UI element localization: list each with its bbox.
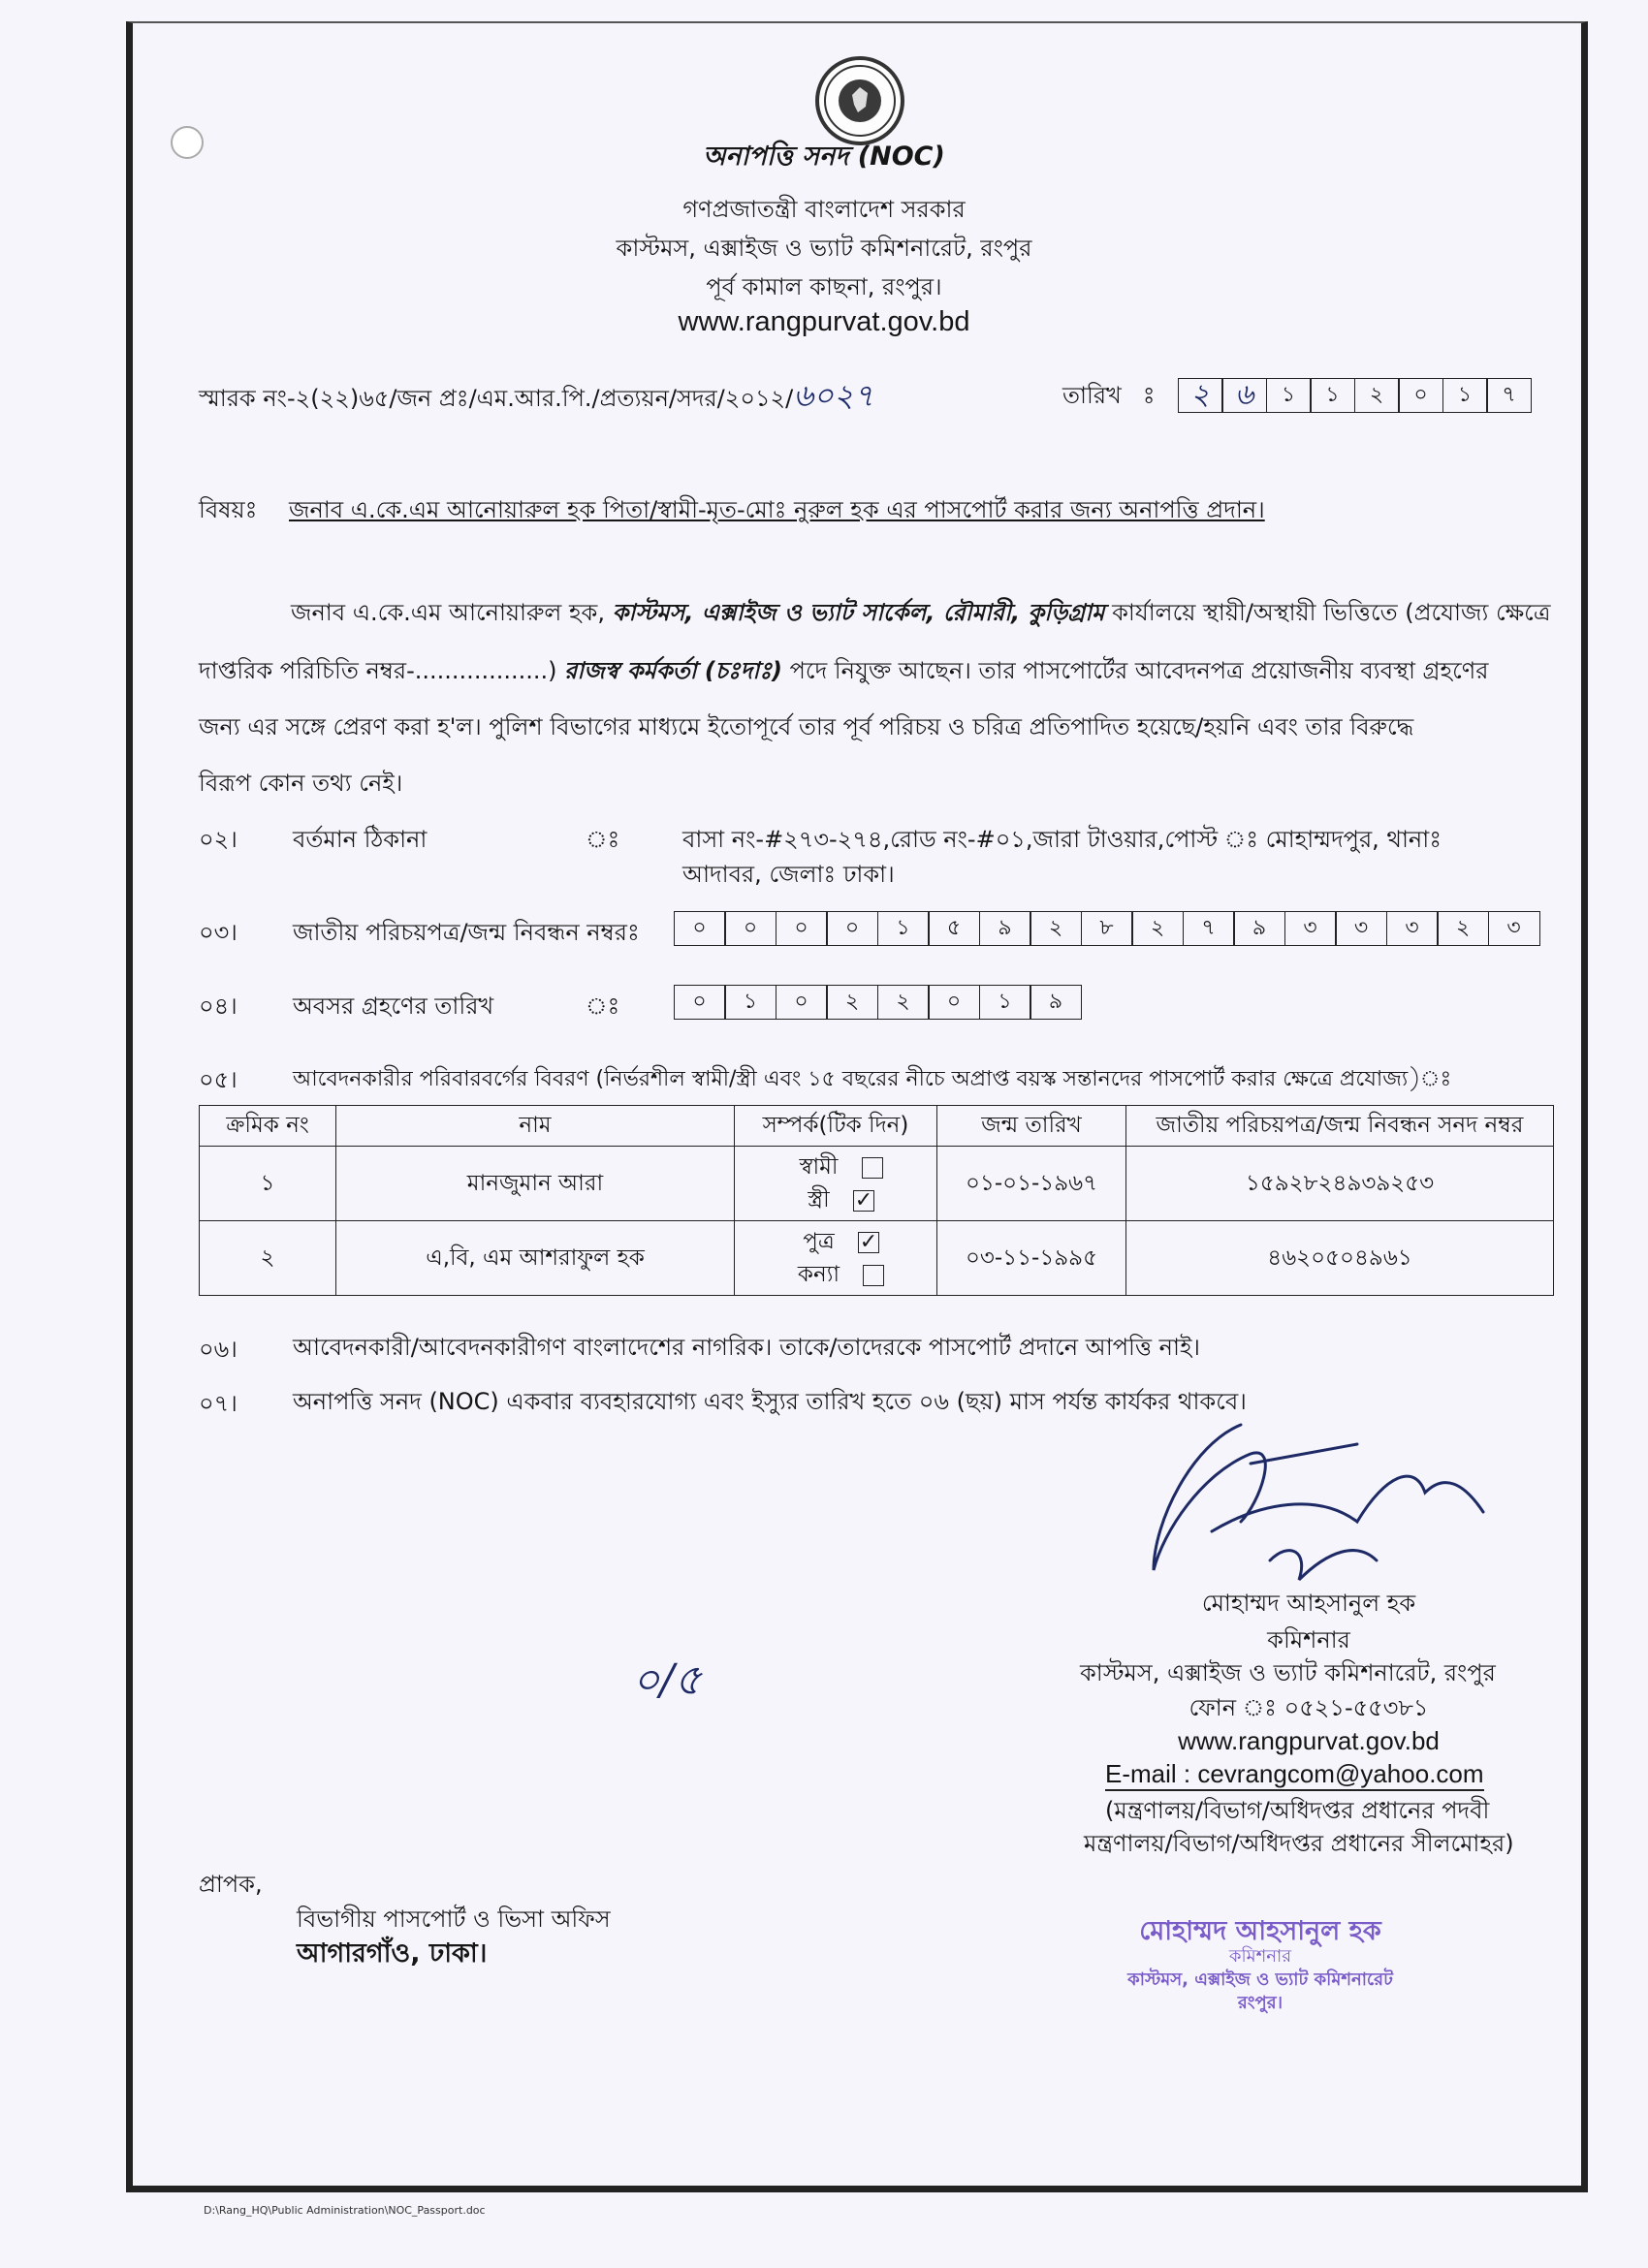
nid-digit-box: ০: [826, 911, 878, 946]
row-relation: [735, 1221, 937, 1296]
item-02-address-line-1: বাসা নং-#২৭৩-২৭৪,রোড নং-#০১,জারা টাওয়ার,পোস্ট ঃ মোহাম্মদপুর, থানাঃ: [682, 826, 1442, 853]
col-serial: ক্রমিক নং: [200, 1106, 336, 1147]
memo-number: [199, 377, 874, 414]
subject-text: জনাব এ.কে.এম আনোয়ারুল হক পিতা/স্বামী-মৃত-মোঃ নুরুল হক এর পাসপোর্ট করার জন্য অনাপত্তি প্রদান।: [289, 496, 1265, 523]
seal-office: কাস্টমস, এক্সাইজ ও ভ্যাট কমিশনারেট: [1127, 1969, 1393, 1990]
seal-designation: কমিশনার: [1228, 1946, 1292, 1967]
header-line-3: পূর্ব কামাল কাছনা, রংপুর।: [706, 273, 942, 300]
memo-handwritten-number: ৬০২৭: [793, 377, 874, 414]
date-digit-box: ২: [1178, 378, 1223, 413]
signatory-email: E-mail : cevrangcom@yahoo.com: [1105, 1758, 1484, 1791]
retirement-digit-box: ২: [877, 985, 930, 1020]
family-table: [199, 1105, 1554, 1296]
nid-digit-box: ৩: [1284, 911, 1337, 946]
row-serial: ২: [200, 1221, 336, 1296]
date-digit-box: ১: [1442, 378, 1488, 413]
signatory-note-1: (মন্ত্রণালয়/বিভাগ/অধিদপ্তর প্রধানের পদবী: [1105, 1797, 1490, 1824]
body-line-2: দাপ্তরিক পরিচিতি নম্বর-..................) রাজস্ব কর্মকর্তা (চঃদাঃ) পদে নিযুক্ত আছেন। তার পাসপোর্টের আবেদনপত্র প্রয়োজনীয় ব্যবস্থা গ্রহণের: [199, 657, 1489, 684]
col-id: জাতীয় পরিচয়পত্র/জন্ম নিবন্ধন সনদ নম্বর: [1126, 1106, 1554, 1147]
relation-option-label: স্বামী: [799, 1154, 839, 1180]
date-digit-box: ০: [1398, 378, 1443, 413]
date-digit-box: ১: [1310, 378, 1355, 413]
document-title: অনাপত্তি সনদ (NOC): [703, 142, 945, 172]
row-serial: ১: [200, 1147, 336, 1221]
retirement-digit-box: ২: [826, 985, 878, 1020]
item-04-colon: ঃ: [586, 992, 620, 1020]
nid-digit-box: ৮: [1081, 911, 1133, 946]
government-emblem-icon: [815, 56, 904, 145]
retirement-digit-box: ০: [928, 985, 980, 1020]
retirement-digit-box: ১: [979, 985, 1031, 1020]
header-website: www.rangpurvat.gov.bd: [678, 306, 970, 337]
item-06-text: আবেদনকারী/আবেদনকারীগণ বাংলাদেশের নাগরিক। তাকে/তাদেরকে পাসপোর্ট প্রদানে আপত্তি নাই।: [293, 1334, 1201, 1361]
item-05-label: আবেদনকারীর পরিবারবর্গের বিবরণ (নির্ভরশীল স্বামী/স্ত্রী এবং ১৫ বছরের নীচে অপ্রাপ্ত বয়স্ক সন্তানদের পাসপোর্ট করার ক্ষেত্রে প্রযোজ্য)ঃ: [293, 1067, 1452, 1091]
nid-digit-box: ৩: [1488, 911, 1540, 946]
checkbox-husband[interactable]: [862, 1157, 883, 1179]
nid-digit-box: ৭: [1183, 911, 1235, 946]
signatory-note-2: মন্ত্রণালয়/বিভাগ/অধিদপ্তর প্রধানের সীলমোহর): [1084, 1830, 1514, 1857]
signatory-name: মোহাম্মদ আহসানুল হক: [1201, 1590, 1416, 1617]
item-02-colon: ঃ: [586, 826, 620, 853]
checkbox-daughter[interactable]: [863, 1265, 884, 1286]
header-line-2: কাস্টমস, এক্সাইজ ও ভ্যাট কমিশনারেট, রংপুর: [616, 235, 1032, 262]
signatory-office: কাস্টমস, এক্সাইজ ও ভ্যাট কমিশনারেট, রংপুর: [1080, 1659, 1496, 1686]
body-line-3: জন্য এর সঙ্গে প্রেরণ করা হ'ল। পুলিশ বিভাগের মাধ্যমে ইতোপূর্বে তার পূর্ব পরিচয় ও চরিত্র প্রতিপাদিত হয়েছে/হয়নি এবং তার বিরুদ্ধে: [199, 713, 1414, 740]
nid-digit-box: ৯: [979, 911, 1031, 946]
body-line-1: জনাব এ.কে.এম আনোয়ারুল হক, কাস্টমস, এক্সাইজ ও ভ্যাট সার্কেল, রৌমারী, কুড়িগ্রাম কার্যালয়ে স্থায়ী/অস্থায়ী ভিত্তিতে (প্রযোজ্য ক্ষেত্রে: [291, 599, 1551, 626]
item-07-text: অনাপত্তি সনদ (NOC) একবার ব্যবহারযোগ্য এবং ইস্যুর তারিখ হতে ০৬ (ছয়) মাস পর্যন্ত কার্যকর থাকবে।: [293, 1388, 1247, 1415]
signatory-phone: ফোন ঃ ০৫২১-৫৫৩৮১: [1188, 1694, 1429, 1721]
nid-digit-box: ৯: [1233, 911, 1285, 946]
nid-digit-box: ২: [1437, 911, 1489, 946]
row-dob: ০৩-১১-১৯৯৫: [937, 1221, 1126, 1296]
date-digit-box: ১: [1266, 378, 1312, 413]
item-03-label: জাতীয় পরিচয়পত্র/জন্ম নিবন্ধন নম্বরঃ: [293, 919, 640, 946]
col-dob: জন্ম তারিখ: [937, 1106, 1126, 1147]
seal-place: রংপুর।: [1237, 1993, 1284, 2013]
nid-digit-box: ০: [674, 911, 726, 946]
retirement-digit-box: ০: [674, 985, 726, 1020]
file-path: D:\Rang_HQ\Public Administration\NOC_Passport.doc: [204, 2204, 486, 2217]
header-line-1: গণপ্রজাতন্ত্রী বাংলাদেশ সরকার: [682, 196, 966, 223]
row-dob: ০১-০১-১৯৬৭: [937, 1147, 1126, 1221]
item-03-number: ০৩।: [199, 919, 238, 946]
nid-digit-box: ২: [1030, 911, 1082, 946]
family-table-header: [200, 1106, 1554, 1147]
item-06-number: ০৬।: [199, 1336, 238, 1363]
recipient-label: প্রাপক,: [199, 1871, 263, 1898]
date-digit-box: ৬: [1221, 378, 1267, 413]
checkbox-son[interactable]: [858, 1232, 879, 1253]
retirement-digit-box: ৯: [1030, 985, 1082, 1020]
date-label: তারিখ ঃ: [1062, 382, 1156, 409]
row-id: ১৫৯২৮২৪৯৩৯২৫৩: [1126, 1147, 1554, 1221]
signatory-designation: কমিশনার: [1267, 1626, 1350, 1654]
nid-digit-box: ০: [776, 911, 828, 946]
row-relation: [735, 1147, 937, 1221]
relation-option-label: পুত্র: [803, 1229, 835, 1254]
date-digit-box: ৭: [1486, 378, 1532, 413]
item-02-address-line-2: আদাবর, জেলাঃ ঢাকা।: [682, 861, 895, 888]
retirement-digit-box: ০: [776, 985, 828, 1020]
handwritten-mark: ০/৫: [632, 1655, 702, 1705]
date-digit-box: ২: [1354, 378, 1400, 413]
col-name: নাম: [336, 1106, 735, 1147]
recipient-line-1: বিভাগীয় পাসপোর্ট ও ভিসা অফিস: [297, 1906, 611, 1933]
row-id: ৪৬২০৫০৪৯৬১: [1126, 1221, 1554, 1296]
nid-number-boxes: [675, 911, 1540, 946]
table-row: [200, 1221, 1554, 1296]
row-name: মানজুমান আরা: [336, 1147, 735, 1221]
subject-label: বিষয়ঃ: [199, 496, 258, 523]
item-07-number: ০৭।: [199, 1390, 238, 1417]
item-04-number: ০৪।: [199, 992, 238, 1020]
nid-digit-box: ৫: [928, 911, 980, 946]
item-05-number: ০৫।: [199, 1066, 238, 1093]
handwritten-signature: [1134, 1415, 1503, 1599]
nid-digit-box: ৩: [1335, 911, 1387, 946]
memo-label: স্মারক নং-২(২২)৬৫/জন প্রঃ/এম.আর.পি./প্রত্যয়ন/সদর/২০১২/: [199, 385, 794, 412]
table-row: [200, 1147, 1554, 1221]
retirement-date-boxes: [675, 985, 1082, 1020]
item-02-number: ০২।: [199, 826, 238, 853]
nid-digit-box: ৩: [1386, 911, 1439, 946]
signatory-website: www.rangpurvat.gov.bd: [1178, 1726, 1440, 1755]
relation-option-label: কন্যা: [797, 1262, 840, 1287]
relation-option-label: স্ত্রী: [808, 1187, 830, 1213]
row-name: এ,বি, এম আশরাফুল হক: [336, 1221, 735, 1296]
item-04-label: অবসর গ্রহণের তারিখ: [293, 992, 494, 1020]
body-line-4: বিরূপ কোন তথ্য নেই।: [199, 770, 403, 797]
item-02-label: বর্তমান ঠিকানা: [293, 826, 428, 853]
date-boxes: [1179, 378, 1532, 413]
recipient-line-2: আগারগাঁও, ঢাকা।: [297, 1938, 488, 1969]
seal-name: মোহাম্মদ আহসানুল হক: [1139, 1916, 1381, 1946]
checkbox-wife[interactable]: [853, 1190, 874, 1212]
nid-digit-box: ১: [877, 911, 930, 946]
nid-digit-box: ২: [1131, 911, 1184, 946]
retirement-digit-box: ১: [724, 985, 776, 1020]
nid-digit-box: ০: [724, 911, 776, 946]
col-relation: সম্পর্ক(টিক দিন): [735, 1106, 937, 1147]
